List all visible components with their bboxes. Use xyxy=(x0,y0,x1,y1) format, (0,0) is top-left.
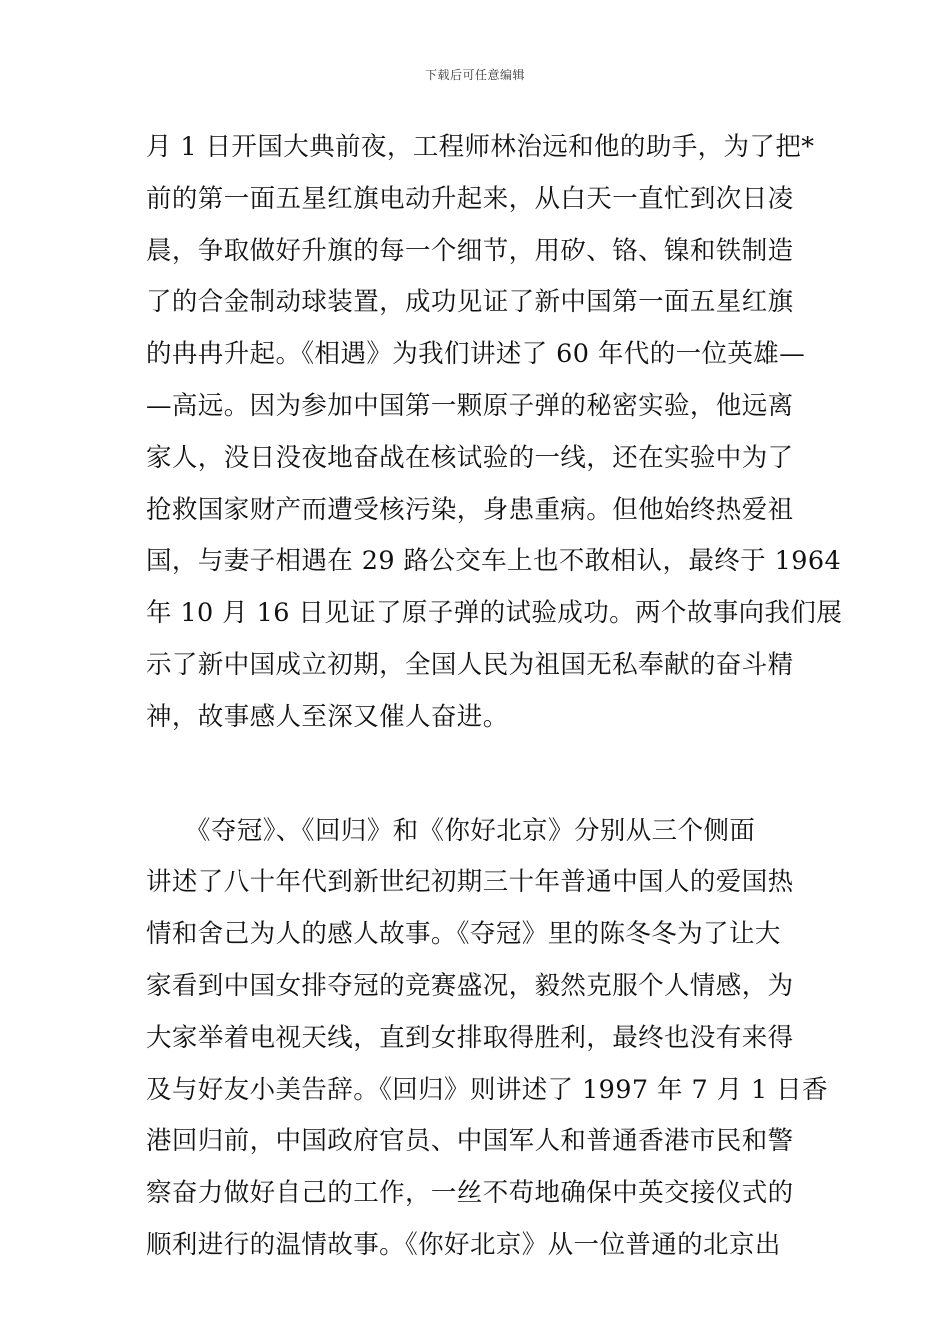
text-line: 示了新中国成立初期，全国人民为祖国无私奉献的奋斗精 xyxy=(146,649,794,680)
text-line: 年 10 月 16 日见证了原子弹的试验成功。两个故事向我们展 xyxy=(146,598,843,629)
text-line: 国，与妻子相遇在 29 路公交车上也不敢相认，最终于 1964 xyxy=(146,546,842,577)
text-line: —高远。因为参加中国第一颗原子弹的秘密实验，他远离 xyxy=(146,390,794,421)
text-line: 大家举着电视天线，直到女排取得胜利，最终也没有来得 xyxy=(146,1022,794,1053)
page-header: 下载后可任意编辑 xyxy=(424,68,525,82)
paragraph-1 xyxy=(146,122,843,744)
text-line: 前的第一面五星红旗电动升起来，从白天一直忙到次日凌 xyxy=(146,183,794,214)
text-line: 月 1 日开国大典前夜，工程师林治远和他的助手，为了把* xyxy=(146,132,815,162)
text-line: 及与好友小美告辞。《回归》则讲述了 1997 年 7 月 1 日香 xyxy=(146,1074,828,1105)
text-line: 的冉冉升起。《相遇》为我们讲述了 60 年代的一位英雄— xyxy=(146,339,806,370)
text-line: 港回归前，中国政府官员、中国军人和普通香港市民和警 xyxy=(146,1126,794,1157)
text-line: 晨，争取做好升旗的每一个细节，用矽、铬、镍和铁制造 xyxy=(146,235,794,266)
text-line: 家人，没日没夜地奋战在核试验的一线，还在实验中为了 xyxy=(146,442,794,473)
text-line: 察奋力做好自己的工作，一丝不苟地确保中英交接仪式的 xyxy=(146,1178,794,1209)
text-line: 抢救国家财产而遭受核污染，身患重病。但他始终热爱祖 xyxy=(146,494,794,525)
paragraph-2 xyxy=(146,806,828,1272)
document-body xyxy=(146,122,843,1272)
text-line: 讲述了八十年代到新世纪初期三十年普通中国人的爱国热 xyxy=(146,867,794,898)
text-line: 《夺冠》、《回归》和《你好北京》分别从三个侧面 xyxy=(146,815,756,846)
text-line: 顺利进行的温情故事。《你好北京》从一位普通的北京出 xyxy=(146,1229,781,1260)
paragraph-spacer xyxy=(146,744,808,806)
text-line: 家看到中国女排夺冠的竞赛盛况，毅然克服个人情感，为 xyxy=(146,970,794,1001)
text-line: 了的合金制动球装置，成功见证了新中国第一面五星红旗 xyxy=(146,287,794,318)
text-line: 神，故事感人至深又催人奋进。 xyxy=(146,701,509,732)
text-line: 情和舍己为人的感人故事。《夺冠》里的陈冬冬为了让大 xyxy=(146,919,781,950)
